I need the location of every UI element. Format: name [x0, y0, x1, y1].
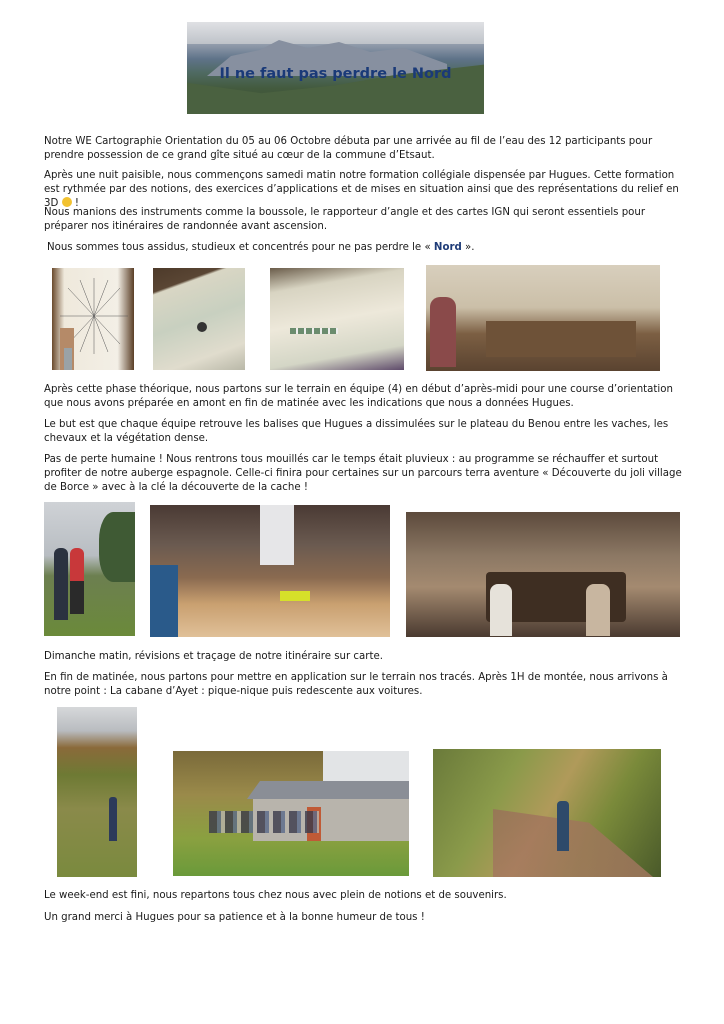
photo-hikers-in-rain [44, 502, 135, 636]
photo-map-with-compass [153, 268, 245, 370]
blue-bag [150, 565, 178, 637]
nord-text-end: ». [461, 242, 475, 253]
paragraph-thanks: Un grand merci à Hugues pour sa patience et à la bonne humeur de tous ! [44, 912, 425, 923]
person-front-left [490, 584, 512, 636]
header-banner [187, 22, 484, 114]
paragraph-instruments: Nous manions des instruments comme la boussole, le rapporteur d’angle et des cartes IGN qui seront essentiels pour préparer nos itinéraires de randonnée avant ascension. [44, 207, 646, 232]
photo-folded-ign-maps [270, 268, 404, 370]
person-standing [430, 297, 456, 367]
hanging-clothes [260, 505, 294, 565]
photo-group-dinner [406, 512, 680, 637]
photo-hikers-forest-trail [433, 749, 661, 877]
leaf-path [493, 809, 653, 877]
hiker-1 [54, 548, 68, 620]
nord-text-start: Nous sommes tous assidus, studieux et concentrés pour ne pas perdre le « [47, 242, 434, 253]
hiker [557, 801, 569, 851]
photo-cabane-dayet-picnic [173, 751, 409, 876]
compass-icon [197, 322, 207, 332]
compass-rose-icon [52, 268, 134, 370]
banner-sky [187, 22, 484, 44]
paragraph-training-text: Après une nuit paisible, nous commençons samedi matin notre formation collégiale dispensée par Hugues. Cette formation est rythmée par des notions, des exercices d’applications et de mises en situation ainsi que des représentations du relief en 3D [44, 170, 679, 209]
paragraph-cabane: En fin de matinée, nous partons pour mettre en application sur le terrain nos tracés. Après 1H de montée, nous arrivons à notre point : La cabane d’Ayet : pique-nique puis redescente aux voitures. [44, 672, 668, 697]
yellow-boots [280, 591, 310, 601]
paragraph-training-end: ! [71, 198, 79, 209]
paragraph-nord [47, 241, 687, 255]
group-sitting [209, 811, 319, 833]
nord-bold: Nord [433, 242, 462, 253]
study-table [486, 321, 636, 357]
paragraph-intro: Notre WE Cartographie Orientation du 05 au 06 Octobre débuta par une arrivée au fil de l’eau des 12 participants pour prendre possession de ce grand gîte situé au cœur de la commune d’Etsaut. [44, 136, 653, 161]
hiker-2 [70, 548, 84, 614]
paragraph-rain: Pas de perte humaine ! Nous rentrons tous mouillés car le temps était pluvieux : au programme se réchauffer et surtout profiter de notre auberge espagnole. Celle-ci finira pour certaines sur un parcours terra aventure « Découverte du joli village de Borce » avec à la clé la découverte de la cache ! [44, 454, 682, 493]
page-title: Il ne faut pas perdre le Nord [219, 66, 452, 82]
paragraph-orientation-course: Après cette phase théorique, nous partons sur le terrain en équipe (4) en début d’après-midi pour une course d’orientation que nous avons préparée en amont en fin de matinée avec les indications que nous a données Hugues. [44, 384, 673, 409]
cabin-roof [247, 781, 409, 799]
paragraph-sunday: Dimanche matin, révisions et traçage de notre itinéraire sur carte. [44, 651, 383, 662]
trees [99, 512, 135, 582]
hiker [109, 797, 117, 841]
map-legend [290, 328, 338, 334]
photo-drying-boots-fireplace [150, 505, 390, 637]
photo-compass-rose-sheet [52, 268, 134, 370]
photo-group-studying-table [426, 265, 660, 371]
paragraph-training [44, 169, 684, 211]
paragraph-beacons: Le but est que chaque équipe retrouve les balises que Hugues a dissimulées sur le plateau du Benou entre les vaches, les chevaux et la végétation dense. [44, 419, 669, 444]
photo-hiker-autumn-meadow [57, 707, 137, 877]
person-front-right [586, 584, 610, 636]
paragraph-weekend-end: Le week-end est fini, nous repartons tous chez nous avec plein de notions et de souvenirs. [44, 890, 507, 901]
